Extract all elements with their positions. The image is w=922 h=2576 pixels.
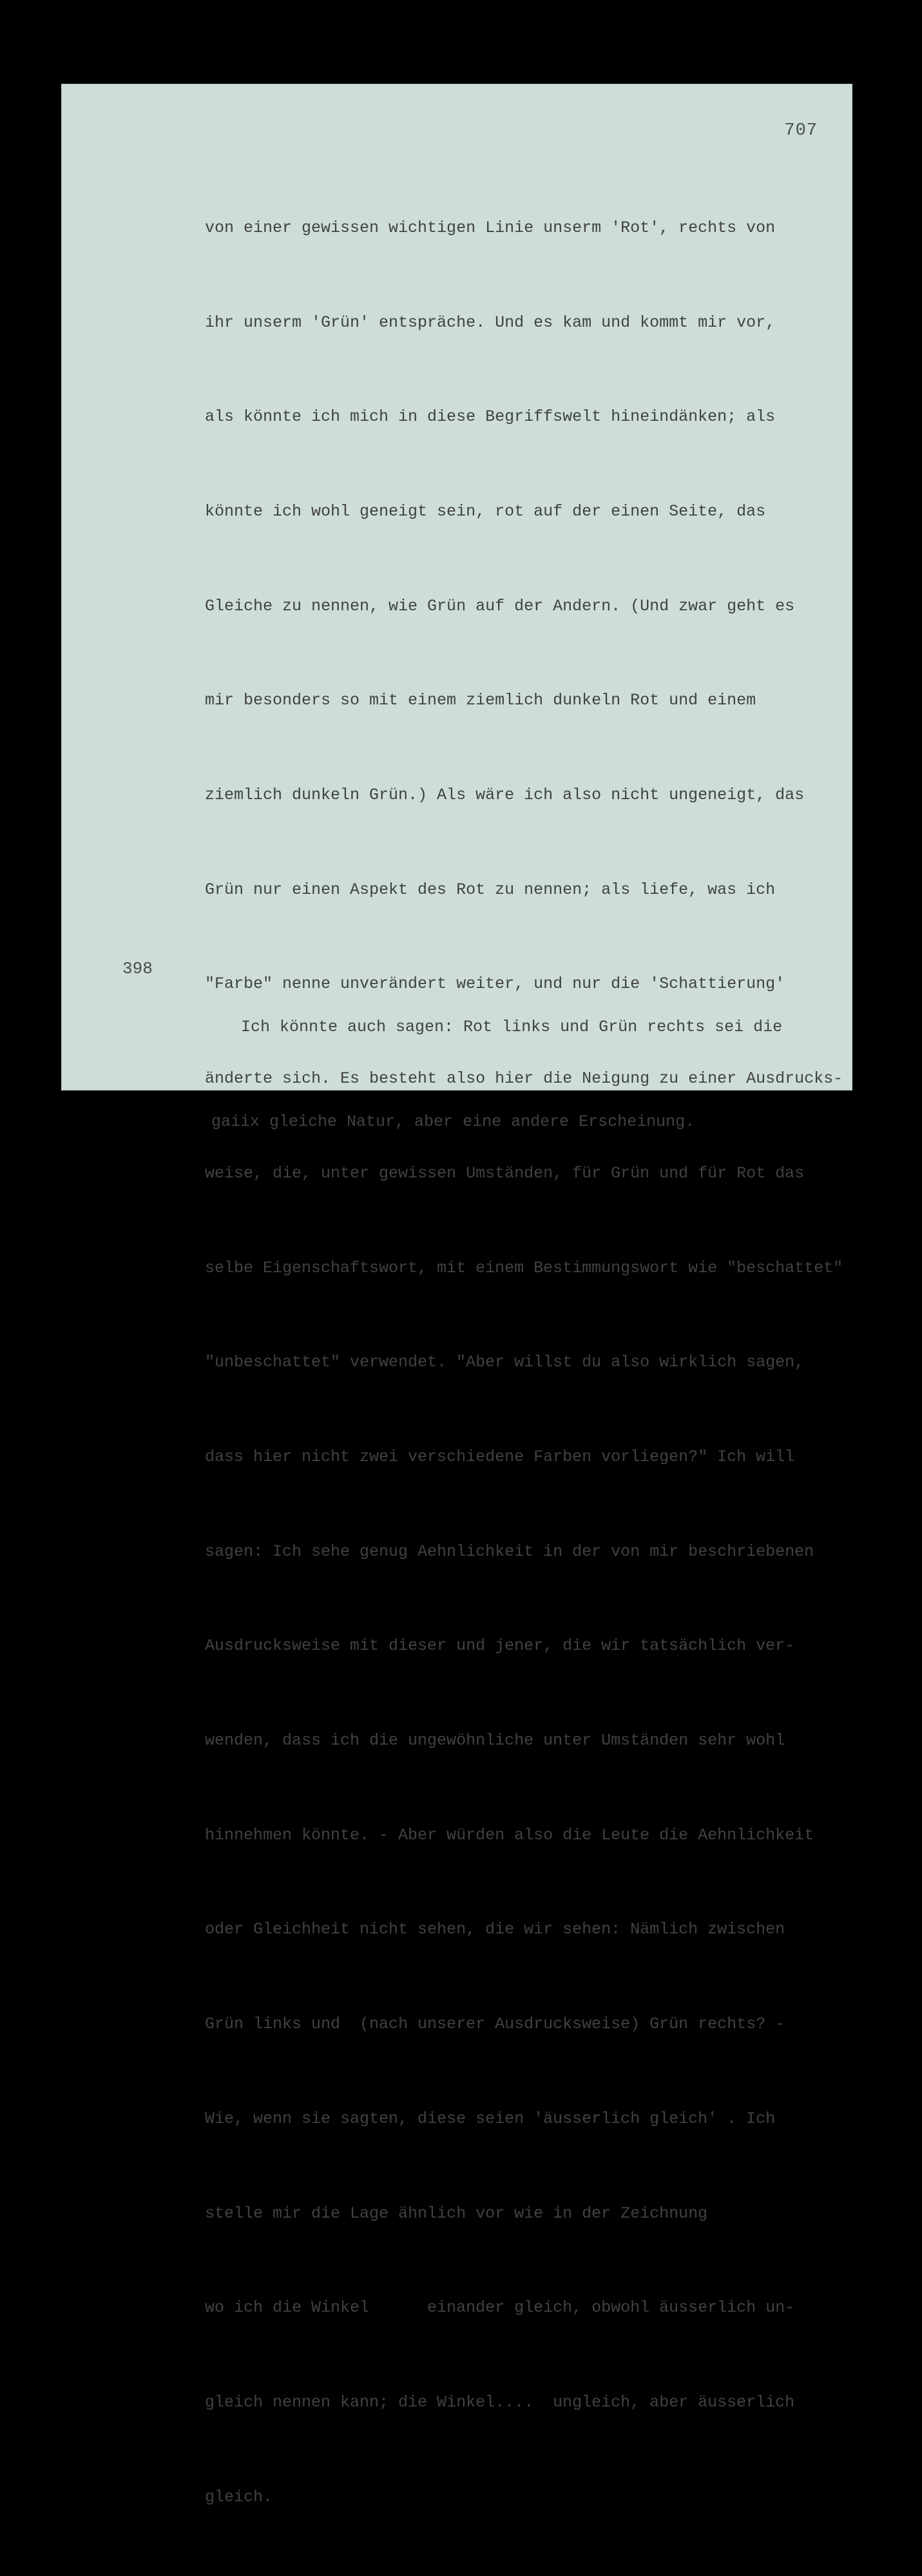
text-line: stelle mir die Lage ähnlich vor wie in der Zeichnung — [205, 2203, 708, 2223]
text-line: Ich könnte auch sagen: Rot links und Grün rechts sei die — [241, 1017, 783, 1036]
text-line: Wie, wenn sie sagten, diese seien 'äusserlich gleich' . Ich — [205, 2109, 776, 2128]
text-line: mir besonders so mit einem ziemlich dunkeln Rot und einem — [205, 691, 756, 710]
text-line: Gleiche zu nennen, wie Grün auf der Andern. (Und zwar geht es — [205, 596, 795, 615]
text-line: sagen: Ich sehe genug Aehnlichkeit in der von mir beschriebenen — [205, 1542, 814, 1561]
text-line: Ausdrucksweise mit dieser und jener, die wir tatsächlich ver- — [205, 1636, 795, 1656]
text-line: gleich nennen kann; die Winkel.... ungleich, aber äusserlich — [205, 2392, 795, 2412]
typescript-page — [61, 84, 852, 2506]
text-line: selbe Eigenschaftswort, mit einem Bestimmungswort wie "beschattet" — [205, 1258, 843, 1277]
text-line: gleich. — [205, 2487, 273, 2506]
remark-number: 398 — [122, 959, 153, 978]
text-line: ihr unserm 'Grün' entspräche. Und es kam und kommt mir vor, — [205, 313, 776, 332]
text-line: oder Gleichheit nicht sehen, die wir sehen: Nämlich zwischen — [205, 1920, 785, 1939]
second-paragraph — [211, 949, 830, 1201]
text-line: von einer gewissen wichtigen Linie unserm 'Rot', rechts von — [205, 218, 776, 237]
text-line: änderte sich. Es besteht also hier die Neigung zu einer Ausdrucks- — [205, 1069, 843, 1089]
text-line: weise, die, unter gewissen Umständen, für Grün und für Rot das — [205, 1163, 805, 1183]
text-line: wo ich die Winkel einander gleich, obwohl äusserlich un- — [205, 2298, 795, 2318]
text-line: könnte ich wohl geneigt sein, rot auf der einen Seite, das — [205, 501, 766, 521]
text-line: gaiix gleiche Natur, aber eine andere Erscheinung. — [211, 1112, 695, 1131]
text-line: dass hier nicht zwei verschiedene Farben vorliegen?" Ich will — [205, 1447, 795, 1466]
text-line: "unbeschattet" verwendet. "Aber willst du also wirklich sagen, — [205, 1353, 805, 1372]
page-number: 707 — [784, 121, 818, 140]
text-line: wenden, dass ich die ungewöhnliche unter Umständen sehr wohl — [205, 1731, 785, 1750]
text-line: hinnehmen könnte. - Aber würden also die Leute die Aehnlichkeit — [205, 1825, 814, 1845]
text-line: ziemlich dunkeln Grün.) Als wäre ich also nicht ungeneigt, das — [205, 786, 805, 805]
text-line: Grün links und (nach unserer Ausdrucksweise) Grün rechts? - — [205, 2015, 785, 2034]
text-line: "Farbe" nenne unverändert weiter, und nur die 'Schattierung' — [205, 974, 785, 994]
text-line: als könnte ich mich in diese Begriffswelt hineindänken; als — [205, 407, 776, 427]
main-paragraph — [205, 150, 843, 2576]
text-line: Grün nur einen Aspekt des Rot zu nennen; als liefe, was ich — [205, 880, 776, 899]
